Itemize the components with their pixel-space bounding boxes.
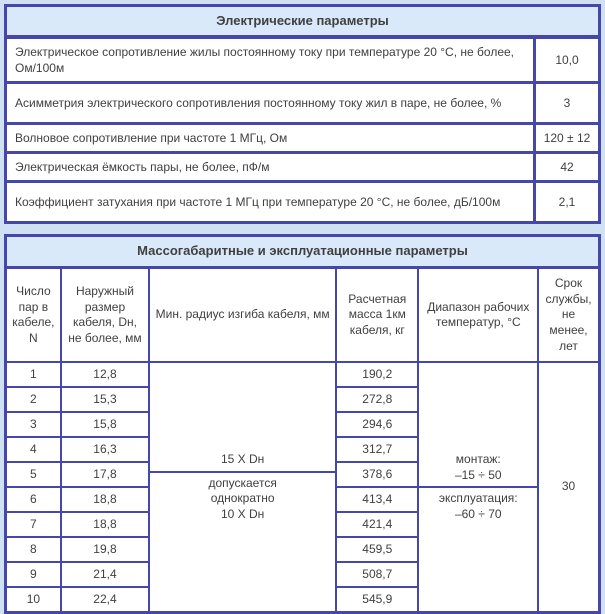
bend-radius-line: однократно (210, 491, 275, 506)
outer-size-cell: 22,4 (61, 587, 149, 613)
pair-count-cell: 10 (6, 587, 61, 613)
temperature-range-line: –15 ÷ 50 (454, 467, 502, 482)
outer-size-cell: 19,8 (61, 537, 149, 562)
parameter-label: Коэффициент затухания при частоте 1 МГц при температуре 20 °С, не более, дБ/100м (6, 182, 535, 223)
column-header-bend-radius: Мин. радиус изгиба кабеля, мм (149, 268, 336, 363)
service-life-cell: 30 (538, 362, 599, 613)
pair-count-cell: 9 (6, 562, 61, 587)
bend-radius-line: допускается (208, 475, 277, 490)
pair-count-cell: 2 (6, 387, 61, 412)
temperature-range (423, 452, 533, 522)
mass-table-header-row (6, 268, 600, 363)
outer-size-cell: 15,8 (61, 412, 149, 437)
parameter-value: 10,0 (535, 37, 600, 83)
pair-count-cell: 7 (6, 512, 61, 537)
column-header-temperature: Диапазон рабочих температур, °С (418, 268, 538, 363)
temperature-range-line: монтаж: (455, 452, 501, 466)
temperature-range-line: эксплуатация: (438, 491, 518, 506)
mass-cell: 190,2 (336, 362, 418, 387)
electrical-table-title-row (6, 6, 600, 37)
mass-cell: 413,4 (336, 487, 418, 512)
parameter-value: 3 (535, 82, 600, 123)
pair-count-cell: 1 (6, 362, 61, 387)
temperature-range-cell (418, 362, 538, 613)
mass-table-head (6, 236, 600, 362)
parameter-value: 42 (535, 153, 600, 182)
parameter-value: 2,1 (535, 182, 600, 223)
bend-radius-separator-line (150, 471, 335, 473)
electrical-table-body (6, 37, 600, 223)
electrical-parameter-row (6, 123, 600, 152)
mass-cell: 272,8 (336, 387, 418, 412)
electrical-parameter-row (6, 82, 600, 123)
outer-size-cell: 12,8 (61, 362, 149, 387)
electrical-parameters-table (4, 4, 601, 224)
parameter-label: Волновое сопротивление при частоте 1 МГц, Ом (6, 123, 535, 152)
mass-table-title-row (6, 236, 600, 268)
mass-cell: 294,6 (336, 412, 418, 437)
parameter-label: Электрическое сопротивление жилы постоянному току при температуре 20 °С, не более, Ом/100м (6, 37, 535, 83)
mass-cell: 378,6 (336, 462, 418, 487)
parameter-label: Электрическая ёмкость пары, не более, пФ/м (6, 153, 535, 182)
outer-size-cell: 15,3 (61, 387, 149, 412)
pair-count-cell: 3 (6, 412, 61, 437)
column-header-outer-size: Наружный размер кабеля, Dн, не более, мм (61, 268, 149, 363)
mass-table-title: Массогабаритные и эксплуатационные параметры (6, 236, 600, 268)
mass-cell: 459,5 (336, 537, 418, 562)
mass-table-body (6, 362, 600, 613)
mass-cell: 312,7 (336, 437, 418, 462)
pair-count-cell: 4 (6, 437, 61, 462)
electrical-table-title: Электрические параметры (6, 6, 600, 37)
parameter-label: Асимметрия электрического сопротивления постоянному току жил в паре, не более, % (6, 82, 535, 123)
mass-parameters-table (4, 234, 601, 614)
bend-radius-cell (149, 362, 336, 613)
temperature-range-line: –60 ÷ 70 (454, 506, 502, 521)
column-header-service-life: Срок службы, не менее, лет (538, 268, 599, 363)
bend-radius-line: 10 X Dн (220, 506, 265, 521)
mass-parameter-row (6, 362, 600, 387)
mass-cell: 421,4 (336, 512, 418, 537)
column-header-mass: Расчетная масса 1км кабеля, кг (336, 268, 418, 363)
pair-count-cell: 5 (6, 462, 61, 487)
mass-cell: 508,7 (336, 562, 418, 587)
electrical-parameter-row (6, 37, 600, 83)
parameter-value: 120 ± 12 (535, 123, 600, 152)
outer-size-cell: 16,3 (61, 437, 149, 462)
electrical-parameter-row (6, 182, 600, 223)
outer-size-cell: 18,8 (61, 487, 149, 512)
mass-cell: 545,9 (336, 587, 418, 613)
bend-radius-line: 15 X Dн (220, 452, 265, 466)
electrical-parameter-row (6, 153, 600, 182)
outer-size-cell: 17,8 (61, 462, 149, 487)
outer-size-cell: 18,8 (61, 512, 149, 537)
pair-count-cell: 6 (6, 487, 61, 512)
pair-count-cell: 8 (6, 537, 61, 562)
electrical-table-head (6, 6, 600, 37)
temperature-range-separator-line (419, 486, 537, 488)
column-header-pair-count: Число пар в кабеле, N (6, 268, 61, 363)
bend-radius (154, 452, 331, 522)
outer-size-cell: 21,4 (61, 562, 149, 587)
